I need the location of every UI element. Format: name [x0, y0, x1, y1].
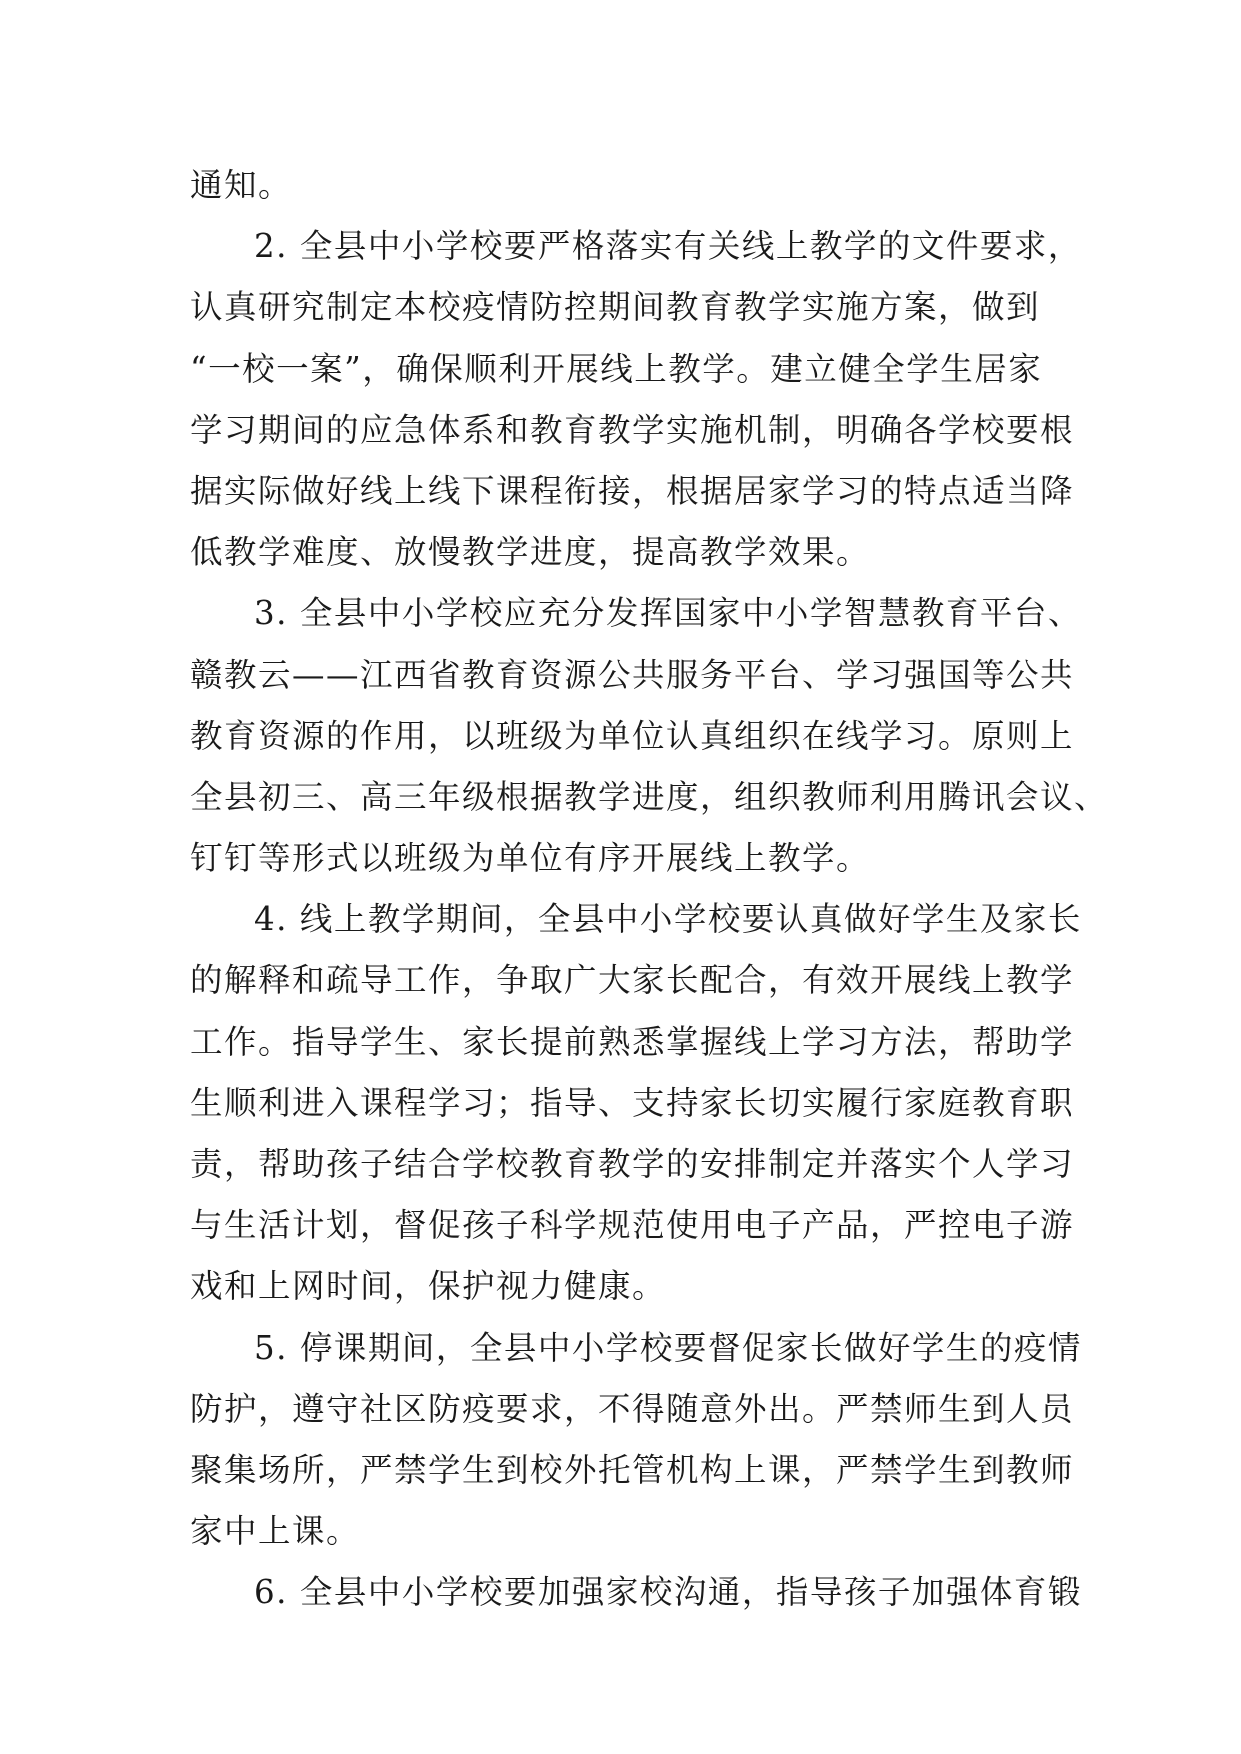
- text-line: 钉钉等形式以班级为单位有序开展线上教学。: [190, 839, 871, 878]
- text-line: 责，帮助孩子结合学校教育教学的安排制定并落实个人学习: [190, 1145, 1075, 1183]
- text-line: 教育资源的作用，以班级为单位认真组织在线学习。原则上: [190, 716, 1075, 755]
- text-line: 低教学难度、放慢教学进度，提高教学效果。: [190, 533, 871, 572]
- text-line: 家中上课。: [190, 1512, 361, 1551]
- text-line: 认真研究制定本校疫情防控期间教育教学实施方案，做到: [190, 288, 1041, 327]
- text-line: 生顺利进入课程学习；指导、支持家长切实履行家庭教育职: [190, 1083, 1075, 1122]
- document-body: [190, 155, 1109, 1624]
- text-line: 工作。指导学生、家长提前熟悉掌握线上学习方法，帮助学: [190, 1022, 1075, 1061]
- paragraph-6-start: 6. 全县中小学校要加强家校沟通，指导孩子加强体育锻: [254, 1573, 1082, 1612]
- text-line: 据实际做好线上线下课程衔接，根据居家学习的特点适当降: [190, 471, 1075, 510]
- text-line: 聚集场所，严禁学生到校外托管机构上课，严禁学生到教师: [190, 1450, 1075, 1489]
- text-line: 防护，遵守社区防疫要求，不得随意外出。严禁师生到人员: [190, 1389, 1075, 1428]
- text-line: “一校一案”，确保顺利开展线上教学。建立健全学生居家: [190, 349, 1043, 388]
- text-line: 戏和上网时间，保护视力健康。: [190, 1267, 667, 1306]
- text-line: 全县初三、高三年级根据教学进度，组织教师利用腾讯会议、: [190, 777, 1109, 816]
- text-line: 与生活计划，督促孩子科学规范使用电子产品，严控电子游: [190, 1206, 1075, 1245]
- text-line: 通知。: [190, 166, 293, 204]
- paragraph-4-start: 4. 线上教学期间，全县中小学校要认真做好学生及家长: [254, 900, 1082, 939]
- text-line: 的解释和疏导工作，争取广大家长配合，有效开展线上教学: [190, 961, 1075, 1000]
- paragraph-5-start: 5. 停课期间，全县中小学校要督促家长做好学生的疫情: [254, 1328, 1082, 1367]
- text-line: 赣教云——江西省教育资源公共服务平台、学习强国等公共: [190, 655, 1075, 694]
- paragraph-2-start: 2. 全县中小学校要严格落实有关线上教学的文件要求，: [254, 227, 1082, 266]
- text-line: 学习期间的应急体系和教育教学实施机制，明确各学校要根: [190, 410, 1075, 449]
- paragraph-3-start: 3. 全县中小学校应充分发挥国家中小学智慧教育平台、: [254, 594, 1082, 633]
